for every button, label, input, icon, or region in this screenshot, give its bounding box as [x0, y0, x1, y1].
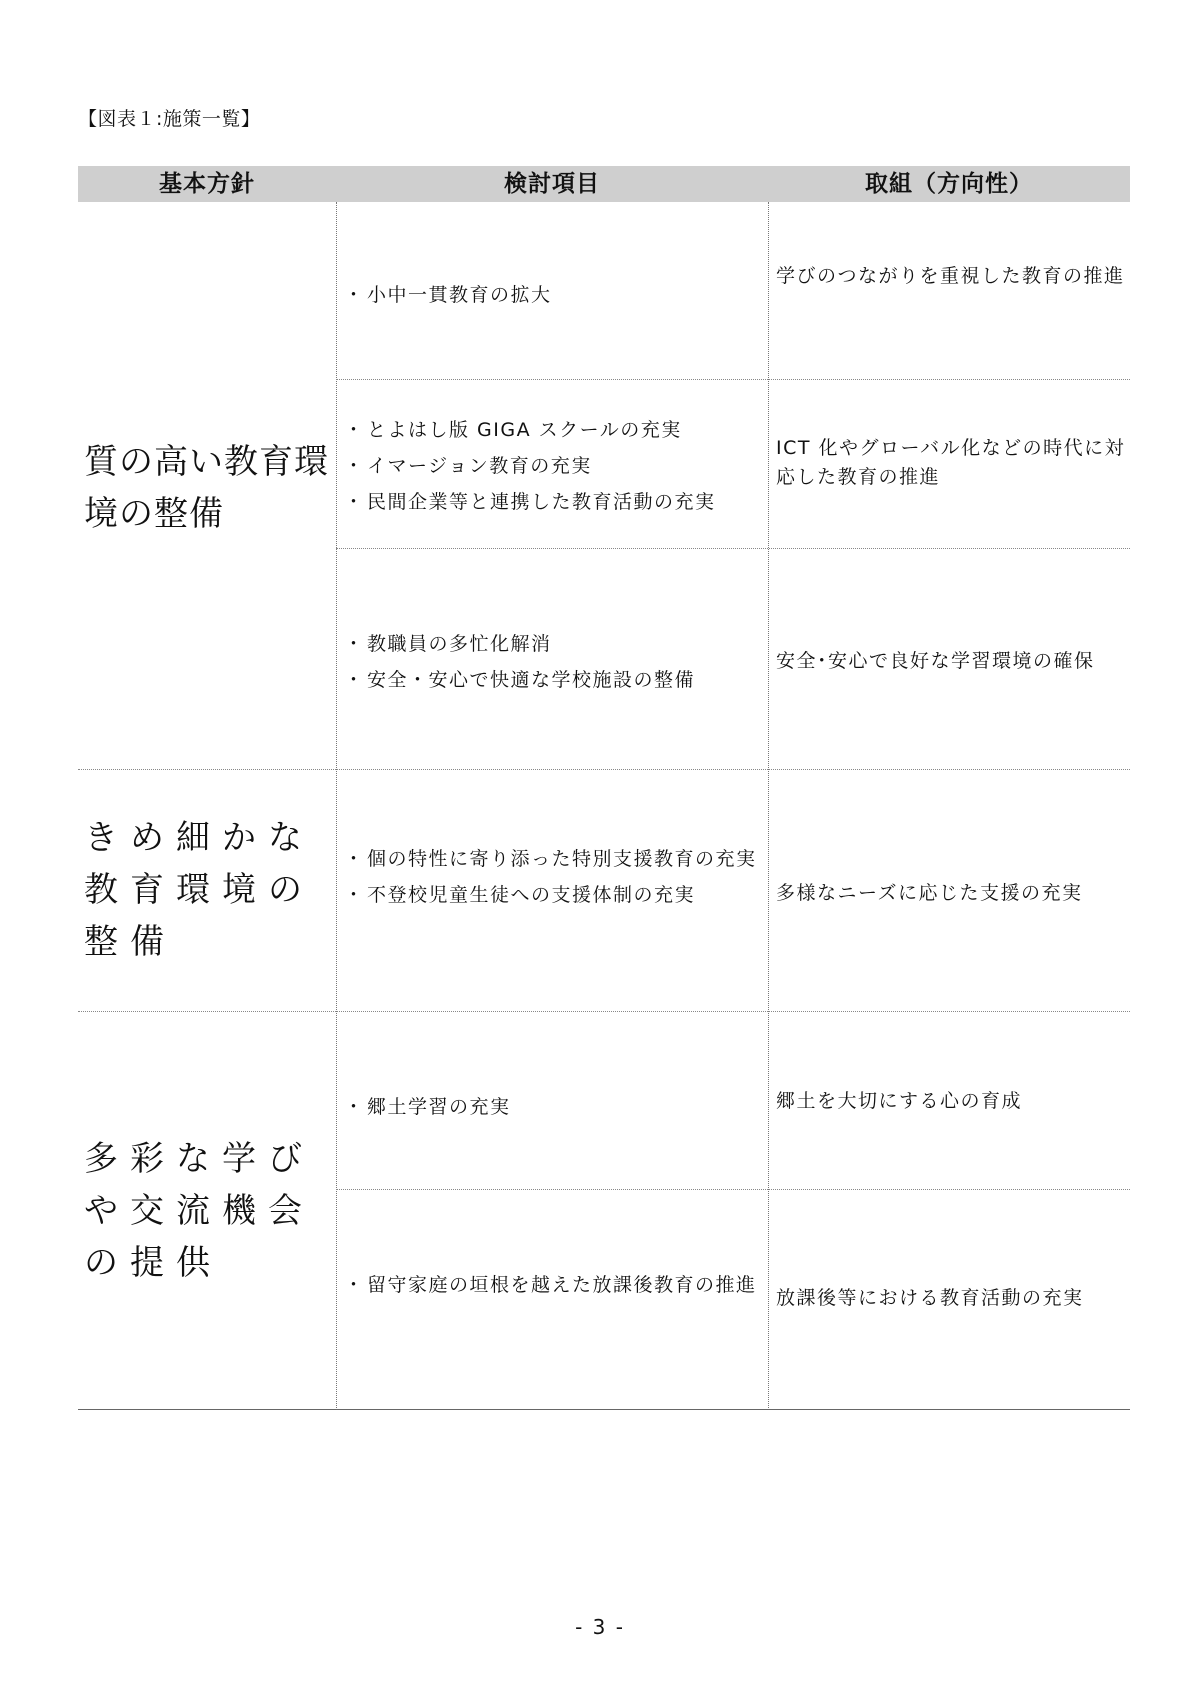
item-list — [348, 1089, 758, 1125]
item-list — [348, 626, 758, 698]
item-list — [348, 1267, 758, 1303]
policy-1: 質の高い教育環境の整備 — [84, 442, 329, 534]
approach-text: ICT 化やグローバル化などの時代に対応した教育の推進 — [776, 437, 1126, 488]
table-bottom-rule — [78, 1409, 1130, 1410]
list-item: ・ 郷土学習の充実 — [348, 1089, 758, 1125]
group-divider — [78, 769, 1130, 770]
list-item: ・ 小中一貫教育の拡大 — [348, 277, 758, 313]
approach-text: 郷土を大切にする心の育成 — [776, 1090, 1023, 1112]
list-item: ・ 教職員の多忙化解消 — [348, 626, 758, 662]
list-item: ・ 不登校児童生徒への支援体制の充実 — [348, 877, 758, 913]
group-divider — [78, 1011, 1130, 1012]
approach-text: 放課後等における教育活動の充実 — [776, 1287, 1084, 1309]
figure-caption: 【図表１:施策一覧】 — [78, 108, 261, 130]
row-divider — [336, 379, 1130, 380]
row-divider — [336, 1189, 1130, 1190]
item-list — [348, 412, 758, 520]
approach-text: 学びのつながりを重視した教育の推進 — [776, 265, 1125, 287]
page-number: - 3 - — [575, 1615, 625, 1639]
list-item: ・ イマージョン教育の充実 — [348, 448, 758, 484]
approach-text: 多様なニーズに応じた支援の充実 — [776, 882, 1083, 904]
table-header — [78, 166, 1130, 202]
item-list — [348, 841, 758, 913]
header-item: 検討項目 — [504, 171, 600, 197]
policy-2: きめ細かな教育環境の整備 — [84, 818, 314, 962]
header-policy: 基本方針 — [159, 171, 255, 197]
column-divider — [768, 202, 769, 1410]
list-item: ・ 個の特性に寄り添った特別支援教育の充実 — [348, 841, 758, 877]
approach-text: 安全･安心で良好な学習環境の確保 — [776, 650, 1095, 672]
list-item: ・ 安全・安心で快適な学校施設の整備 — [348, 662, 758, 698]
list-item: ・ 民間企業等と連携した教育活動の充実 — [348, 484, 758, 520]
policy-3: 多彩な学びや交流機会の提供 — [84, 1139, 314, 1283]
row-divider — [336, 548, 1130, 549]
header-approach: 取組（方向性） — [865, 171, 1033, 197]
list-item: ・ 留守家庭の垣根を越えた放課後教育の推進 — [348, 1267, 758, 1303]
list-item: ・ とよはし版 GIGA スクールの充実 — [348, 412, 758, 448]
column-divider — [336, 202, 337, 1410]
item-list — [348, 277, 758, 313]
